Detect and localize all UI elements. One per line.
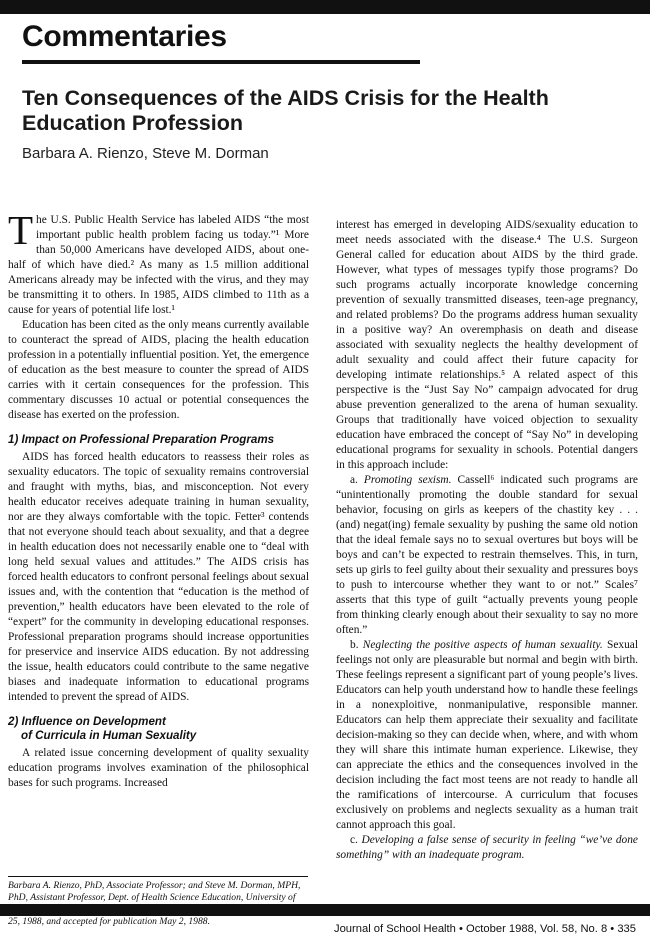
item-a-text: Cassell⁶ indicated such programs are “unintentionally promoting the double standard for sexual behavior, focusing on girls as keepers of the chastity key . . . (and) negat(ing) female sexuality by pushing the same old notion that the ideal female says no to sexual overtures but boys will be boys and can’t be expected to restrain themselves. This, in turn, sets up girls to feel guilty about their sexuality and pressures boys to push to intercourse whether they want to or not.” Scales⁷ asserts that this type of guilt “actually prevents young people from thinking clearly enough about their sexuality to say no more often.” xyxy=(336,474,638,636)
section-heading: Commentaries xyxy=(22,20,227,53)
top-rule-bar xyxy=(0,0,650,14)
item-c-title: Developing a false sense of security in feeling “we’ve done something” with an inadequate program. xyxy=(336,834,638,861)
item-b-title: Neglecting the positive aspects of human sexuality. xyxy=(362,639,603,651)
page-footer: Journal of School Health • October 1988, Vol. 58, No. 8 • 335 xyxy=(333,923,636,935)
item-c xyxy=(336,833,638,863)
item-a xyxy=(336,473,638,638)
item-a-title: Promoting sexism. xyxy=(363,474,452,486)
intro-text: he U.S. Public Health Service has labeled AIDS “the most important public health problem facing us today.”¹ More than 50,000 Americans have developed AIDS, about one-half of which have died.² As many as 1.5 million additional Americans already may be infected with the virus, and they may be transmitting it to others. In 1985, AIDS climbed to 11th as a cause for years of potential life lost.¹ xyxy=(8,214,309,316)
drop-cap: T xyxy=(8,207,34,253)
paragraph-education: Education has been cited as the only means currently available to counteract the spread of AIDS, placing the health education profession in a potentially influential position. Yet, the emergence of education as the best measure to counter the spread of AIDS carries with it certain consequences for the profession. This commentary discusses 10 actual or potential consequences the disease has exerted on the profession. xyxy=(8,319,309,421)
author-footnote: Barbara A. Rienzo, PhD, Associate Professor; and Steve M. Dorman, MPH, PhD, Assistant Professor, Dept. of Health Science Education, University of 25, 1988, and accepted for publication May 2, 1988. xyxy=(8,880,301,927)
paragraph-curricula: A related issue concerning development of quality sexuality education programs involves examination of the philosophical bases for such programs. Increased xyxy=(8,747,309,789)
section-heading-rule xyxy=(22,60,420,64)
subheading-2-line2: of Curricula in Human Sexuality xyxy=(21,729,197,742)
item-b-text: Sexual feelings not only are pleasurable but normal and begin with birth. These feelings represent a significant part of young people’s lives. Educators can help youth understand how to handle these feelings in a nonexploitive, nonmanipulative, responsible manner. Educators can help them appreciate their sexuality and facilitate decision-making so they can decide when, where, and with whom they will share this intimate human experience. Likewise, they can appreciate the ethics and the consequences involved in the decision including the fact most teens are not ready to handle all the ramifications of intercourse. A curriculum that focuses exclusively on problems and neglects sexuality as a human trait cannot approach this goal. xyxy=(336,639,638,831)
intro-paragraph xyxy=(8,207,309,318)
item-b-label: b. xyxy=(350,639,363,651)
article-title: Ten Consequences of the AIDS Crisis for the Health Education Profession xyxy=(22,86,549,135)
paragraph-interest: interest has emerged in developing AIDS/sexuality education to meet needs associated with the disease.⁴ The U.S. Surgeon General called for education about AIDS by the third grade. However, what types of messages typify those programs? Do such programs actually incorporate knowledge concerning prevention of sexually transmitted diseases, teen-age pregnancy, and related problems? Do the programs address human sexuality in a positive way? An overemphasis on death and disease associated with sexuality neglects the healthy development of adult sexuality and could affect their future capacity for developing intimate relationships.⁵ A related aspect of this perspective is the “Just Say No” campaign advocated for drug abuse prevention generalized to the arena of human sexuality. Groups that traditionally have voiced objection to sexuality education have embraced the concept of “Say No” in developing educational programs for sexuality in schools. Potential dangers in this approach include: xyxy=(336,219,638,471)
subheading-2 xyxy=(8,715,309,743)
item-a-label: a. xyxy=(350,474,364,486)
item-b xyxy=(336,638,638,833)
right-column xyxy=(336,218,638,863)
footnote-rule xyxy=(8,876,308,877)
item-c-label: c. xyxy=(350,834,362,846)
subheading-2-line1: 2) Influence on Development xyxy=(8,715,166,728)
subheading-1: 1) Impact on Professional Preparation Programs xyxy=(8,433,275,446)
article-authors: Barbara A. Rienzo, Steve M. Dorman xyxy=(22,145,269,162)
bottom-rule-bar xyxy=(0,904,650,916)
left-column xyxy=(8,207,309,791)
paragraph-impact: AIDS has forced health educators to reassess their roles as sexuality educators. The topic of sexuality remains controversial and fraught with myths, bias, and misconception. Not every health educator receives adequate training in human sexuality, nor are they always comfortable with the topic. Fetter³ contends that not everyone should teach about sexuality, and that a degree in health education does not necessarily enable one to “deal with long held sexual values and attitudes.” The AIDS crisis has forced health educators to confront personal feelings about sexual issues and, with the contention that “education is the method of prevention,” health educators have been elevated to the role of “expert” for the community in developing educational responses. Professional preparation programs should increase opportunities for preservice and inservice AIDS education. By not addressing the issue, health educators could contribute to the same negative biases and inadequate information to educational programs intended to prevent the spread of AIDS. xyxy=(8,451,309,703)
